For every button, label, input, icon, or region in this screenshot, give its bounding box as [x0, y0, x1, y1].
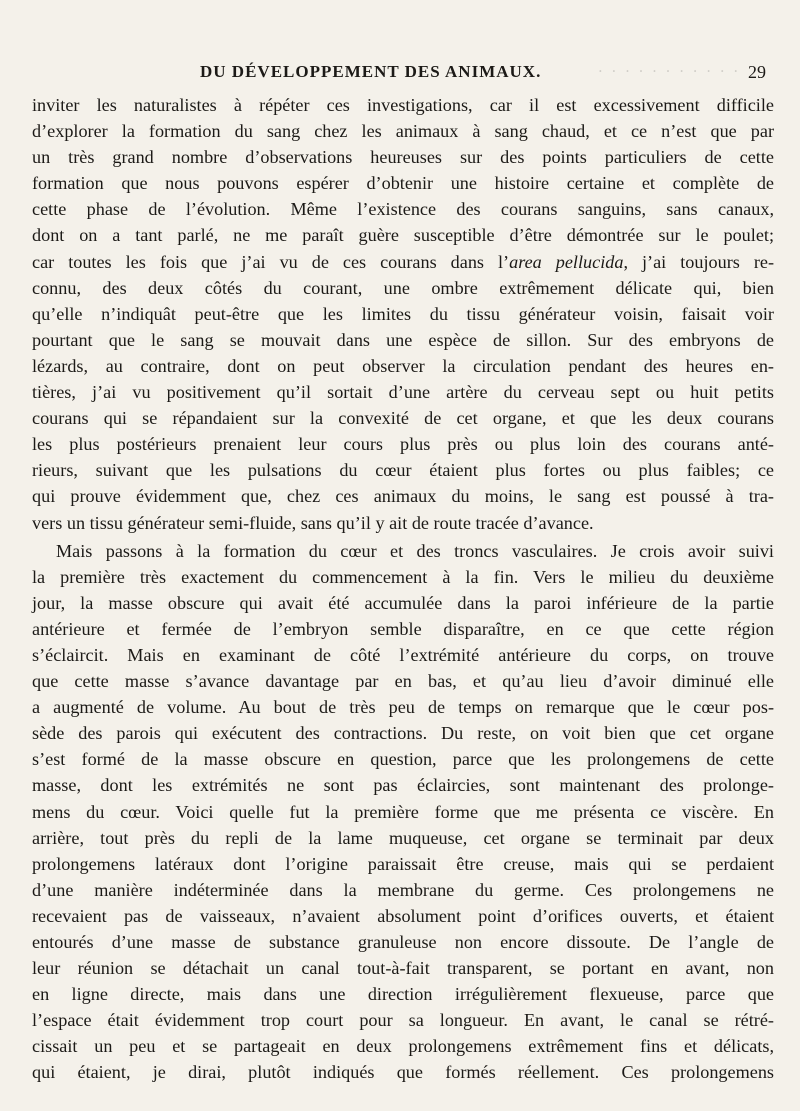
text-line: jour, la masse obscure qui avait été accumulée dans la paroi inférieure de la partie — [32, 592, 774, 613]
text-line: pourtant que le sang se mouvait dans une espèce de sillon. Sur des embryons de — [32, 329, 774, 350]
text-line: Mais passons à la formation du cœur et des troncs vasculaires. Je crois avoir suivi — [56, 540, 774, 561]
text-line: arrière, tout près du repli de la lame muqueuse, cet organe se terminait par deux — [32, 827, 774, 848]
text-line: mens du cœur. Voici quelle fut la première forme que me présenta ce viscère. En — [32, 801, 774, 822]
text-line: la première très exactement du commencement à la fin. Vers le milieu du deuxième — [32, 566, 774, 587]
text-line: cette phase de l’évolution. Même l’existence des courans sanguins, sans canaux, — [32, 199, 774, 220]
show-through-text: · · · · · · · · · · · — [598, 62, 741, 80]
text-line: que cette masse s’avance davantage par en bas, et qu’au lieu d’avoir diminué elle — [32, 671, 774, 692]
paragraph — [32, 538, 774, 1086]
text-line: antérieure et fermée de l’embryon semble disparaître, en ce que cette région — [32, 618, 774, 639]
text-line: tières, j’ai vu positivement qu’il sortait d’une artère du cerveau sept ou huit petits — [32, 382, 774, 403]
text-line: d’une manière indéterminée dans la membrane du germe. Ces prolongemens ne — [32, 879, 774, 900]
paragraph — [32, 92, 774, 536]
text-line: qui prouve évidemment que, chez ces animaux du moins, le sang est poussé à tra- — [32, 486, 774, 507]
text-line: connu, des deux côtés du courant, une ombre extrêmement délicate qui, bien — [32, 277, 774, 298]
text-line: entourés d’une masse de substance granuleuse non encore dissoute. De l’angle de — [32, 932, 774, 952]
text-line: leur réunion se détachait un canal tout-à-fait transparent, se portant en avant, non — [32, 958, 774, 979]
text-line: recevaient pas de vaisseaux, n’avaient absolument point d’orifices ouverts, et étaient — [32, 905, 774, 926]
text-line: prolongemens latéraux dont l’origine paraissait être creuse, mais qui se perdaient — [32, 853, 774, 874]
text-line: en ligne directe, mais dans une direction irrégulièrement flexueuse, parce que — [32, 984, 774, 1005]
text-line: s’est formé de la masse obscure en question, parce que les prolongemens de cette — [32, 749, 774, 770]
text-line: inviter les naturalistes à répéter ces investigations, car il est excessivement difficile — [32, 95, 774, 115]
body-text — [32, 92, 774, 1086]
text-line: un très grand nombre d’observations heureuses sur des points particuliers de cette — [32, 147, 774, 168]
text-line: car toutes les fois que j’ai vu de ces courans dans l’area pellucida, j’ai toujours re- — [32, 251, 775, 272]
text-line: a augmenté de volume. Au bout de très peu de temps on remarque que le cœur pos- — [32, 697, 774, 718]
text-line: masse, dont les extrémités ne sont pas éclaircies, sont maintenant des prolonge- — [32, 775, 774, 796]
running-head — [0, 60, 800, 90]
text-line: cissait un peu et se partageait en deux prolongemens extrêmement fins et délicats, — [32, 1036, 774, 1057]
text-line: s’éclaircit. Mais en examinant de côté l’extrémité antérieure du corps, on trouve — [32, 644, 774, 665]
text-line: lézards, au contraire, dont on peut observer la circulation pendant des heures en- — [32, 355, 774, 376]
text-line: d’explorer la formation du sang chez les animaux à sang chaud, et ce n’est que par — [32, 121, 774, 142]
text-line: vers un tissu générateur semi-fluide, sans qu’il y ait de route tracée d’avance. — [32, 512, 594, 533]
page-number: 29 — [748, 62, 766, 82]
text-line: rieurs, suivant que les pulsations du cœur étaient plus fortes ou plus faibles; ce — [32, 460, 774, 481]
running-title: DU DÉVELOPPEMENT DES ANIMAUX. — [200, 62, 542, 81]
text-line: formation que nous pouvons espérer d’obtenir une histoire certaine et complète de — [32, 173, 774, 194]
text-line: sède des parois qui exécutent des contractions. Du reste, on voit bien que cet organe — [32, 723, 774, 744]
text-line: dont on a tant parlé, ne me paraît guère susceptible d’être démontrée sur le poulet; — [32, 225, 774, 246]
text-line: qu’elle n’indiquât peut-être que les limites du tissu générateur voisin, faisait voir — [32, 303, 774, 324]
text-line: courans qui se répandaient sur la convexité de cet organe, et que les deux courans — [32, 408, 774, 429]
text-line: l’espace était évidemment trop court pour sa longueur. En avant, le canal se rétré- — [32, 1010, 774, 1031]
text-line: qui étaient, je dirai, plutôt indiqués que formés réellement. Ces prolongemens — [32, 1062, 774, 1083]
text-line: les plus postérieurs prenaient leur cours plus près ou plus loin des courans anté- — [32, 434, 774, 455]
